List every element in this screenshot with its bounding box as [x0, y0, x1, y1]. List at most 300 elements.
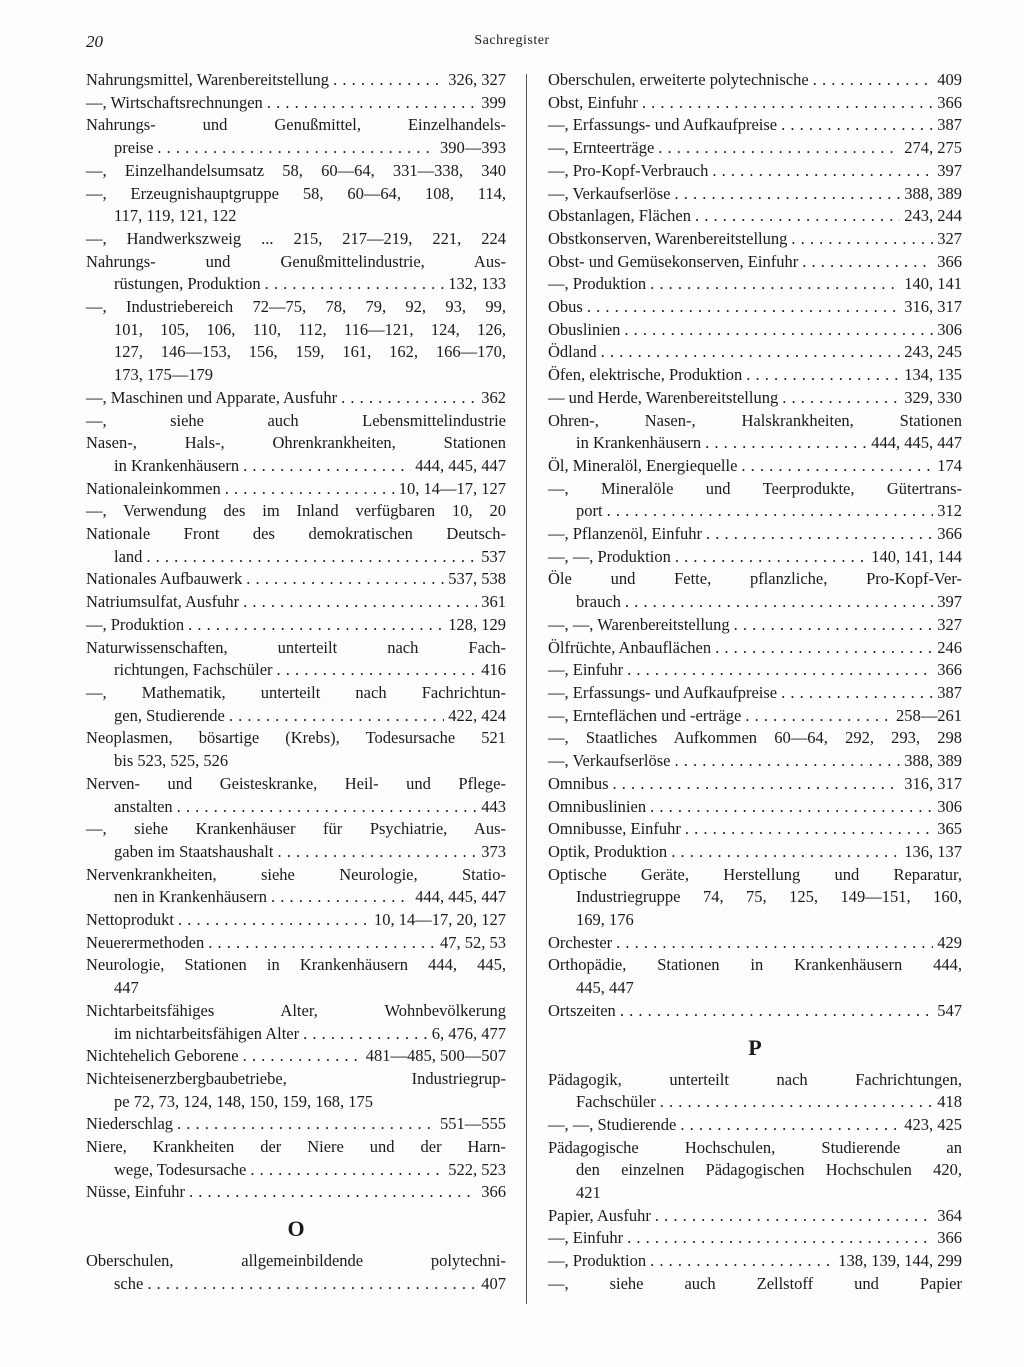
index-entry	[548, 1273, 962, 1296]
entry-line: Öle und Fette, pflanzliche, Pro-Kopf-Ver-	[548, 569, 962, 589]
entry-term: preise	[114, 138, 154, 158]
entry-line	[548, 1000, 962, 1023]
entry-term: im nichtarbeitsfähigen Alter	[114, 1023, 300, 1043]
entry-term: Öfen, elektrische, Produktion	[548, 365, 743, 385]
entry-line: Industriegruppe 74, 75, 125, 149—151, 160,	[576, 887, 962, 907]
entry-term: wege, Todesursache	[114, 1159, 247, 1179]
dot-leader	[734, 614, 934, 637]
page-references: 397	[937, 592, 962, 612]
entry-line	[86, 1023, 506, 1046]
page-references: 388, 389	[904, 183, 962, 203]
dot-leader	[243, 1045, 362, 1068]
entry-line: 127, 146—153, 156, 159, 161, 162, 166—170,	[114, 342, 506, 362]
entry-line: —, Mathematik, unterteilt nach Fachrichtun-	[86, 682, 506, 702]
index-entry	[548, 160, 962, 183]
dot-leader	[650, 1250, 834, 1273]
entry-line	[548, 455, 962, 478]
entry-term: —, Erfassungs- und Aufkaufpreise	[548, 115, 778, 135]
index-entry	[548, 546, 962, 569]
dot-leader	[813, 69, 934, 92]
entry-line	[548, 273, 962, 296]
entry-term: —, Einfuhr	[548, 1228, 624, 1248]
page-references: 128, 129	[448, 614, 506, 634]
index-entry	[548, 614, 962, 637]
index-entry	[548, 954, 962, 999]
page-references: 407	[481, 1273, 506, 1293]
page-references: 258—261	[896, 705, 962, 725]
dot-leader	[658, 137, 900, 160]
entry-line	[86, 1159, 506, 1182]
entry-line	[548, 1250, 962, 1273]
entry-line: Oberschulen, allgemeinbildende polytechni-	[86, 1251, 506, 1271]
dot-leader	[791, 228, 933, 251]
entry-term: Optik, Produktion	[548, 841, 668, 861]
page-references: 387	[937, 682, 962, 702]
entry-term: Obuslinien	[548, 319, 621, 339]
dot-leader	[746, 364, 900, 387]
entry-line	[548, 659, 962, 682]
dot-leader	[705, 432, 867, 455]
entry-term: gaben im Staatshaushalt	[114, 841, 274, 861]
dot-leader	[781, 682, 933, 705]
entry-term: —, Pflanzenöl, Einfuhr	[548, 524, 702, 544]
dot-leader	[616, 932, 933, 955]
dot-leader	[715, 637, 933, 660]
dot-leader	[625, 591, 933, 614]
page-references: 246	[937, 637, 962, 657]
index-entry	[548, 341, 962, 364]
dot-leader	[802, 251, 933, 274]
index-entry	[86, 1113, 506, 1136]
entry-line: Optische Geräte, Herstellung und Reparatur,	[548, 864, 962, 884]
entry-term: —, —, Produktion	[548, 546, 671, 566]
index-entry	[86, 251, 506, 296]
entry-term: nen in Krankenhäusern	[114, 887, 268, 907]
page-references: 366	[481, 1182, 506, 1202]
index-entry	[86, 1045, 506, 1068]
index-entry	[548, 568, 962, 613]
entry-line: 101, 105, 106, 110, 112, 116—121, 124, 126,	[114, 319, 506, 339]
page-references: 312	[937, 501, 962, 521]
entry-line	[548, 137, 962, 160]
entry-line: Nervenkrankheiten, siehe Neurologie, Statio-	[86, 864, 506, 884]
index-entry	[548, 750, 962, 773]
page-references: 409	[937, 70, 962, 89]
index-entry	[86, 1136, 506, 1181]
entry-line: Niere, Krankheiten der Niere und der Harn-	[86, 1137, 506, 1157]
entry-term: —, Pro-Kopf-Verbrauch	[548, 160, 709, 180]
index-entry	[548, 69, 962, 92]
index-entry	[548, 1205, 962, 1228]
dot-leader	[208, 932, 436, 955]
page-references: 243, 245	[904, 342, 962, 362]
dot-leader	[607, 500, 934, 523]
entry-line	[548, 364, 962, 387]
entry-line	[86, 1113, 506, 1136]
entry-line	[548, 637, 962, 660]
page-references: 429	[937, 932, 962, 952]
page-references: 366	[937, 524, 962, 544]
entry-line: —, siehe auch Lebensmittelindustrie	[86, 410, 506, 430]
entry-line	[86, 1045, 506, 1068]
entry-term: Nationales Aufbauwerk	[86, 569, 243, 589]
entry-term: —, Verkaufserlöse	[548, 183, 671, 203]
dot-leader	[627, 1227, 933, 1250]
column-divider	[526, 74, 527, 1304]
entry-term: Omnibus	[548, 773, 609, 793]
index-entry	[86, 387, 506, 410]
entry-line: Nahrungs- und Genußmittel, Einzelhandels-	[86, 115, 506, 135]
entry-line	[86, 273, 506, 296]
index-entry	[548, 455, 962, 478]
entry-term: gen, Studierende	[114, 705, 225, 725]
page-references: 326, 327	[448, 70, 506, 89]
index-entry	[86, 183, 506, 228]
entry-line: Pädagogische Hochschulen, Studierende an	[548, 1137, 962, 1157]
index-entry	[86, 500, 506, 523]
page-references: 306	[937, 796, 962, 816]
page-references: 388, 389	[904, 751, 962, 771]
page-references: 547	[937, 1000, 962, 1020]
entry-line: —, Verwendung des im Inland verfügbaren 10, 20	[86, 501, 506, 521]
entry-line: bis 523, 525, 526	[114, 751, 229, 771]
entry-line: Nasen-, Hals-, Ohrenkrankheiten, Stationen	[86, 433, 506, 453]
entry-term: Nüsse, Einfuhr	[86, 1182, 185, 1202]
entry-term: Öl, Mineralöl, Energiequelle	[548, 455, 738, 475]
index-entry	[548, 273, 962, 296]
dot-leader	[243, 455, 411, 478]
dot-leader	[650, 273, 900, 296]
page-references: 551—555	[440, 1114, 506, 1134]
entry-line: Nationale Front des demokratischen Deutsch-	[86, 524, 506, 544]
index-entry	[548, 1114, 962, 1137]
entry-line	[548, 796, 962, 819]
dot-leader	[781, 114, 933, 137]
page-references: 443	[481, 796, 506, 816]
index-entry	[548, 92, 962, 115]
page-references: 316, 317	[904, 773, 962, 793]
entry-line	[548, 341, 962, 364]
index-entry	[86, 954, 506, 999]
entry-line: 173, 175—179	[114, 365, 213, 385]
index-entry	[86, 818, 506, 863]
dot-leader	[695, 205, 900, 228]
entry-line	[548, 92, 962, 115]
page-references: 140, 141, 144	[871, 546, 962, 566]
page-references: 387	[937, 115, 962, 135]
dot-leader	[613, 773, 901, 796]
index-entry	[86, 296, 506, 387]
index-entry	[548, 773, 962, 796]
entry-line	[548, 1114, 962, 1137]
dot-leader	[782, 387, 900, 410]
entry-line: 169, 176	[576, 910, 634, 930]
index-entry	[548, 296, 962, 319]
index-entry	[86, 92, 506, 115]
entry-term: —, Verkaufserlöse	[548, 751, 671, 771]
entry-line: 445, 447	[576, 978, 634, 998]
page-references: 365	[937, 819, 962, 839]
index-entry	[548, 387, 962, 410]
dot-leader	[246, 568, 444, 591]
entry-term: Omnibuslinien	[548, 796, 647, 816]
entry-term: Oberschulen, erweiterte polytechnische	[548, 70, 809, 89]
entry-line	[86, 705, 506, 728]
index-entry	[548, 727, 962, 750]
page-references: 327	[937, 228, 962, 248]
entry-line	[86, 455, 506, 478]
index-entry	[86, 69, 506, 92]
entry-term: Obst- und Gemüsekonserven, Einfuhr	[548, 251, 799, 271]
index-entry	[86, 932, 506, 955]
index-entry	[86, 568, 506, 591]
index-entry	[86, 478, 506, 501]
index-entry	[548, 659, 962, 682]
dot-leader	[229, 705, 444, 728]
dot-leader	[660, 1091, 934, 1114]
entry-line	[86, 137, 506, 160]
entry-line	[548, 614, 962, 637]
entry-line: 447	[114, 978, 139, 998]
entry-line	[86, 796, 506, 819]
page-references: 306	[937, 319, 962, 339]
entry-term: Nationaleinkommen	[86, 478, 221, 498]
entry-line	[548, 160, 962, 183]
dot-leader	[601, 341, 901, 364]
entry-term: brauch	[576, 592, 621, 612]
dot-leader	[303, 1023, 428, 1046]
entry-line	[548, 1205, 962, 1228]
entry-line	[548, 251, 962, 274]
index-entry	[86, 591, 506, 614]
page-references: 422, 424	[448, 705, 506, 725]
page-references: 444, 445, 447	[871, 433, 962, 453]
index-entry	[548, 637, 962, 660]
entry-line	[548, 523, 962, 546]
index-entry	[548, 183, 962, 206]
page-references: 399	[481, 92, 506, 112]
index-entry	[548, 1250, 962, 1273]
entry-line	[548, 841, 962, 864]
entry-line: Nahrungs- und Genußmittelindustrie, Aus-	[86, 251, 506, 271]
dot-leader	[675, 546, 867, 569]
page-references: 140, 141	[904, 274, 962, 294]
index-column-left	[86, 69, 506, 1296]
page-references: 6, 476, 477	[431, 1023, 506, 1043]
entry-line: —, Industriebereich 72—75, 78, 79, 92, 93, 99,	[86, 297, 506, 317]
entry-term: Niederschlag	[86, 1114, 174, 1134]
index-entry	[548, 364, 962, 387]
entry-line	[548, 1227, 962, 1250]
entry-line: Orthopädie, Stationen in Krankenhäusern 444,	[548, 955, 962, 975]
dot-leader	[188, 614, 444, 637]
entry-term: Fachschüler	[576, 1092, 656, 1112]
entry-term: land	[114, 546, 143, 566]
entry-term: —, Maschinen und Apparate, Ausfuhr	[86, 387, 338, 407]
entry-line	[548, 183, 962, 206]
entry-line	[548, 932, 962, 955]
letter-heading: O	[287, 1216, 305, 1242]
entry-line: Neoplasmen, bösartige (Krebs), Todesursache 521	[86, 728, 506, 748]
entry-term: Obstanlagen, Flächen	[548, 206, 691, 226]
page-references: 416	[481, 660, 506, 680]
dot-leader	[624, 319, 933, 342]
page-references: 47, 52, 53	[440, 932, 506, 952]
entry-line	[86, 932, 506, 955]
index-entry	[86, 114, 506, 159]
dot-leader	[587, 296, 900, 319]
page-references: 316, 317	[904, 297, 962, 317]
index-entry	[86, 909, 506, 932]
entry-line	[548, 500, 962, 523]
entry-line	[86, 92, 506, 115]
running-head: Sachregister	[474, 33, 550, 48]
index-entry	[86, 727, 506, 772]
entry-term: sche	[114, 1273, 144, 1293]
page-references: 274, 275	[904, 138, 962, 158]
dot-leader	[706, 523, 933, 546]
page-references: 361	[481, 592, 506, 612]
page-references: 366	[937, 660, 962, 680]
entry-line: Pädagogik, unterteilt nach Fachrichtungen,	[548, 1069, 962, 1089]
dot-leader	[712, 160, 933, 183]
index-entry	[86, 1068, 506, 1113]
index-entry	[548, 137, 962, 160]
entry-term: Obstkonserven, Warenbereitstellung	[548, 228, 788, 248]
entry-line	[548, 818, 962, 841]
dot-leader	[333, 69, 444, 92]
entry-term: port	[576, 501, 603, 521]
entry-term: — und Herde, Warenbereitstellung	[548, 387, 779, 407]
page-references: 174	[937, 455, 962, 475]
page-references: 537, 538	[448, 569, 506, 589]
entry-line: —, Staatliches Aufkommen 60—64, 292, 293, 298	[548, 728, 962, 748]
entry-term: Obus	[548, 297, 583, 317]
entry-line	[86, 546, 506, 569]
dot-leader	[671, 841, 900, 864]
entry-term: —, Einfuhr	[548, 660, 624, 680]
entry-line	[548, 69, 962, 92]
entry-term: —, Erfassungs- und Aufkaufpreise	[548, 682, 778, 702]
index-entry	[548, 205, 962, 228]
entry-line	[86, 614, 506, 637]
entry-term: Ortszeiten	[548, 1000, 616, 1020]
entry-line: Nichteisenerzbergbaubetriebe, Industriegrup-	[86, 1068, 506, 1088]
page-references: 481—485, 500—507	[365, 1046, 506, 1066]
entry-line	[548, 228, 962, 251]
entry-line: —, Einzelhandelsumsatz 58, 60—64, 331—338, 340	[86, 160, 506, 180]
entry-line	[548, 319, 962, 342]
dot-leader	[146, 546, 477, 569]
index-entry	[86, 614, 506, 637]
dot-leader	[267, 92, 477, 115]
entry-term: Nichtehelich Geborene	[86, 1046, 239, 1066]
dot-leader	[620, 1000, 933, 1023]
dot-leader	[189, 1181, 477, 1204]
entry-term: Omnibusse, Einfuhr	[548, 819, 681, 839]
index-entry	[86, 410, 506, 433]
index-entry	[548, 682, 962, 705]
entry-term: —, Ernteflächen und -erträge	[548, 705, 742, 725]
dot-leader	[745, 705, 892, 728]
entry-term: Ölfrüchte, Anbauflächen	[548, 637, 712, 657]
entry-line	[548, 591, 962, 614]
page-references: 134, 135	[904, 365, 962, 385]
page-references: 329, 330	[904, 387, 962, 407]
dot-leader	[178, 909, 370, 932]
entry-line	[548, 114, 962, 137]
entry-line: Neurologie, Stationen in Krankenhäusern 444, 445,	[86, 955, 506, 975]
index-column-right	[548, 69, 962, 1296]
entry-line: —, Erzeugnishauptgruppe 58, 60—64, 108, 114,	[86, 183, 506, 203]
index-entry	[86, 1250, 506, 1295]
entry-line: den einzelnen Pädagogischen Hochschulen 420,	[576, 1160, 962, 1180]
entry-line: 421	[576, 1183, 601, 1203]
entry-line	[86, 886, 506, 909]
dot-leader	[685, 818, 933, 841]
page-references: 243, 244	[904, 206, 962, 226]
index-entry	[86, 432, 506, 477]
entry-term: Neuerermethoden	[86, 932, 205, 952]
entry-line	[548, 750, 962, 773]
dot-leader	[655, 1205, 933, 1228]
entry-line: —, siehe auch Zellstoff und Papier	[548, 1273, 962, 1293]
dot-leader	[627, 659, 933, 682]
page-references: 418	[937, 1092, 962, 1112]
index-entry	[548, 410, 962, 455]
page-number: 20	[86, 32, 103, 51]
entry-term: —, —, Studierende	[548, 1114, 677, 1134]
index-entry	[86, 1000, 506, 1045]
entry-term: in Krankenhäusern	[576, 433, 702, 453]
page-references: 366	[937, 92, 962, 112]
page-references: 390—393	[440, 138, 506, 158]
dot-leader	[265, 273, 445, 296]
dot-leader	[157, 137, 436, 160]
entry-line: Nerven- und Geisteskranke, Heil- und Pflege-	[86, 773, 506, 793]
index-entry	[548, 478, 962, 523]
page-references: 366	[937, 251, 962, 271]
index-entry	[86, 523, 506, 568]
dot-leader	[177, 1113, 436, 1136]
entry-line	[548, 432, 962, 455]
index-entry	[548, 1000, 962, 1023]
dot-leader	[243, 591, 477, 614]
entry-line	[86, 591, 506, 614]
entry-term: Ödland	[548, 342, 597, 362]
page-references: 364	[937, 1205, 962, 1225]
page-references: 362	[481, 387, 506, 407]
index-entry	[548, 796, 962, 819]
entry-line	[86, 909, 506, 932]
index-entry	[548, 1227, 962, 1250]
dot-leader	[680, 1114, 900, 1137]
entry-line	[548, 546, 962, 569]
entry-line	[86, 1181, 506, 1204]
dot-leader	[341, 387, 477, 410]
entry-term: in Krankenhäusern	[114, 455, 240, 475]
index-entry	[86, 773, 506, 818]
page-references: 138, 139, 144, 299	[838, 1251, 962, 1271]
dot-leader	[147, 1273, 477, 1296]
dot-leader	[675, 183, 901, 206]
dot-leader	[741, 455, 933, 478]
page-references: 132, 133	[448, 274, 506, 294]
index-entry	[86, 864, 506, 909]
entry-term: —, —, Warenbereitstellung	[548, 614, 730, 634]
index-entry	[548, 228, 962, 251]
page-references: 537	[481, 546, 506, 566]
